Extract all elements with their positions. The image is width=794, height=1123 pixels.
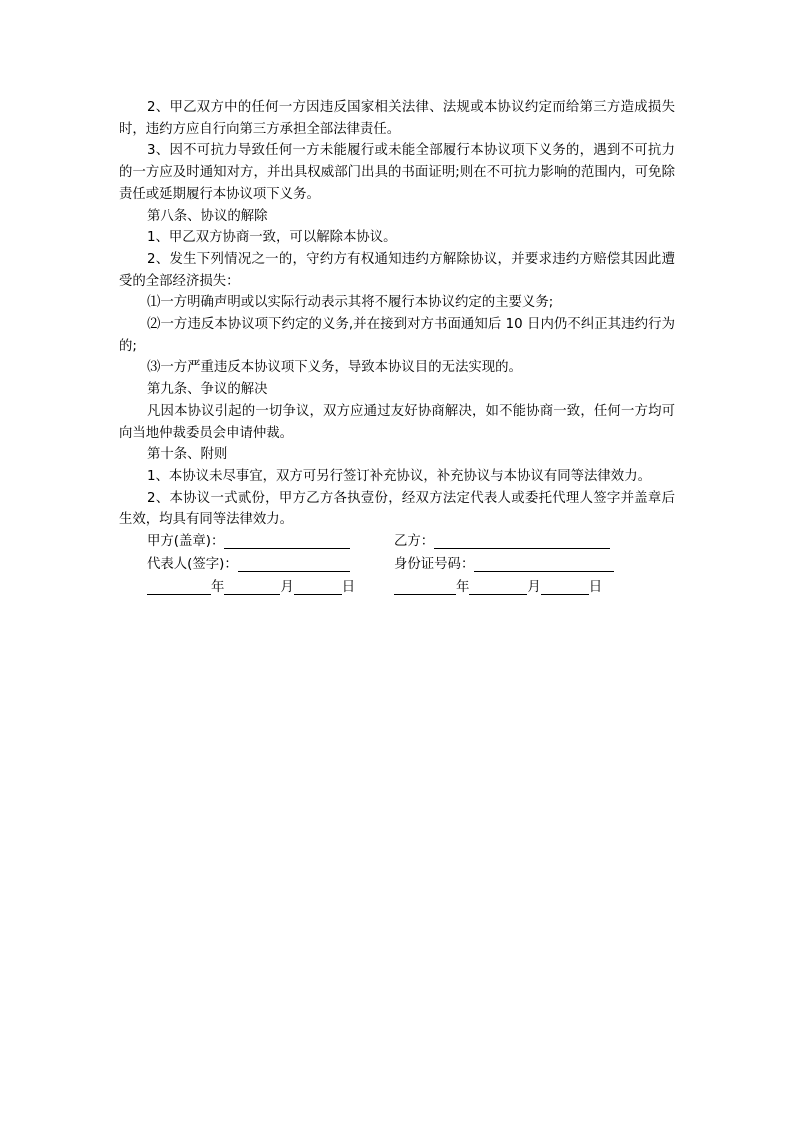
id-number-blank[interactable] (474, 556, 614, 572)
clause-9-text: 凡因本协议引起的一切争议，双方应通过友好协商解决，如不能协商一致，任何一方均可向当地仲裁委员会申请仲裁。 (119, 403, 675, 441)
clause-8-subitem-1: ⑴一方明确声明或以实际行动表示其将不履行本协议约定的主要义务; (147, 295, 554, 311)
party-a-month-label: 月 (280, 580, 294, 596)
party-b-day-label: 日 (588, 580, 603, 596)
party-b-label: 乙方： (394, 534, 435, 550)
party-a-day-label: 日 (341, 580, 356, 596)
party-b-month-blank[interactable] (469, 579, 527, 595)
party-b-year-blank[interactable] (394, 579, 456, 595)
clause-7-item-3: 3、因不可抗力导致任何一方未能履行或未能全部履行本协议项下义务的，遇到不可抗力的一方应及时通知对方，并出具权威部门出具的书面证明;则在不可抗力影响的范围内，可免除责任或延期履行本协议项下义务。 (119, 143, 675, 202)
signature-row-representative (119, 554, 675, 577)
clause-8-subitem-3: ⑶一方严重违反本协议项下义务，导致本协议目的无法实现的。 (147, 360, 522, 376)
clause-7-item-2: 2、甲乙双方中的任何一方因违反国家相关法律、法规或本协议约定而给第三方造成损失时，违约方应自行向第三方承担全部法律责任。 (119, 100, 675, 137)
party-b-month-label: 月 (527, 580, 541, 596)
party-b-field (394, 531, 610, 553)
clause-8-item-1: 1、甲乙双方协商一致，可以解除本协议。 (147, 230, 397, 246)
party-a-date (147, 577, 355, 599)
party-a-label: 甲方(盖章)： (147, 534, 225, 550)
representative-label: 代表人(签字)： (147, 557, 238, 573)
party-a-year-label: 年 (211, 580, 225, 596)
party-b-day-blank[interactable] (541, 579, 589, 595)
party-a-year-blank[interactable] (147, 579, 211, 595)
clause-10-item-2: 2、本协议一式贰份，甲方乙方各执壹份，经双方法定代表人或委托代理人签字并盖章后生效，均具有同等法律效力。 (119, 490, 675, 528)
signature-row-dates (119, 577, 675, 600)
id-number-label: 身份证号码： (394, 557, 475, 573)
party-b-blank[interactable] (434, 533, 610, 549)
section-heading-article-8: 第八条、协议的解除 (147, 208, 268, 224)
party-b-year-label: 年 (456, 580, 470, 596)
party-a-blank[interactable] (224, 533, 350, 549)
representative-field (147, 554, 350, 576)
signature-row-parties (119, 531, 675, 554)
section-heading-article-9: 第九条、争议的解决 (147, 382, 268, 398)
clause-8-subitem-2: ⑵一方违反本协议项下约定的义务,并在接到对方书面通知后 10 日内仍不纠正其违约行为的; (119, 317, 675, 354)
party-a-day-blank[interactable] (294, 579, 342, 595)
clause-10-item-1: 1、本协议未尽事宜，双方可另行签订补充协议，补充协议与本协议有同等法律效力。 (147, 468, 651, 484)
representative-blank[interactable] (238, 556, 350, 572)
clause-8-item-2: 2、发生下列情况之一的，守约方有权通知违约方解除协议，并要求违约方赔偿其因此遭受的全部经济损失： (119, 251, 675, 289)
party-a-field (147, 531, 350, 553)
party-b-date (394, 577, 602, 599)
document-page (119, 97, 675, 600)
id-number-field (394, 554, 614, 576)
party-a-month-blank[interactable] (224, 579, 280, 595)
section-heading-article-10: 第十条、附则 (147, 447, 228, 463)
